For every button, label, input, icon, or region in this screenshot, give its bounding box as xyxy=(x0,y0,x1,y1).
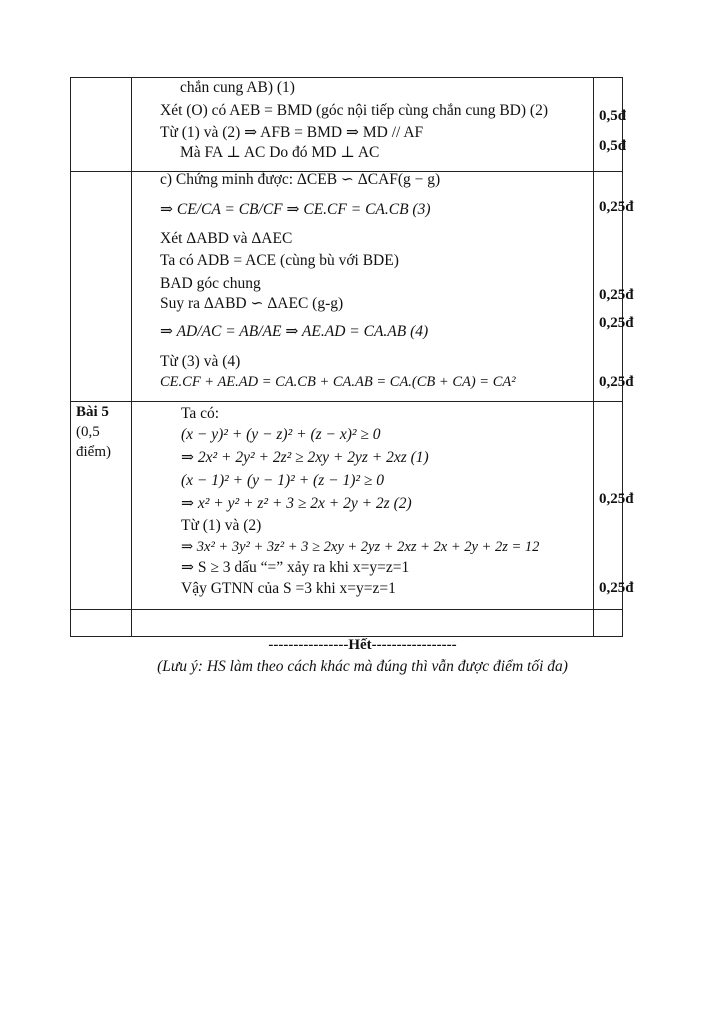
bai5-line: ⇒ S ≥ 3 dấu “=” xảy ra khi x=y=z=1 xyxy=(181,559,410,576)
cell-empty xyxy=(71,172,132,402)
score-label: 0,25đ xyxy=(599,491,634,507)
part-c-line: Ta có ADB = ACE (cùng bù với BDE) xyxy=(160,252,399,269)
part-b-line: Từ (1) và (2) ⇒ AFB = BMD ⇒ MD // AF xyxy=(160,124,424,141)
bai5-line: (x − 1)² + (y − 1)² + (z − 1)² ≥ 0 xyxy=(181,472,385,489)
part-c-line: Xét ΔABD và ΔAEC xyxy=(160,230,293,247)
part-c-line: Từ (3) và (4) xyxy=(160,353,241,370)
bai5-line: ⇒ 3x² + 3y² + 3z² + 3 ≥ 2xy + 2yz + 2xz + 2x + 2y + 2z = 12 xyxy=(181,539,540,555)
part-c-line: CE.CF + AE.AD = CA.CB + CA.AB = CA.(CB + CA) = CA² xyxy=(160,374,516,390)
cell-empty xyxy=(71,78,132,172)
part-c-line: ⇒ CE/CA = CB/CF ⇒ CE.CF = CA.CB (3) xyxy=(160,201,431,218)
part-c-line: BAD góc chung xyxy=(160,275,261,292)
part-c-line: c) Chứng minh được: ΔCEB ∽ ΔCAF(g − g) xyxy=(160,171,441,188)
bai5-line: Ta có: xyxy=(181,405,220,422)
cell-empty xyxy=(71,610,132,637)
score-label: 0,5đ xyxy=(599,108,627,124)
cell-empty xyxy=(594,610,623,637)
footer-note: (Lưu ý: HS làm theo cách khác mà đúng thì vẫn được điểm tối đa) xyxy=(157,658,568,675)
bai5-title: Bài 5 xyxy=(76,404,109,420)
score-label: 0,25đ xyxy=(599,199,634,215)
cell-empty xyxy=(132,610,594,637)
score-label: 0,25đ xyxy=(599,580,634,596)
part-b-line: chắn cung AB) (1) xyxy=(180,79,295,96)
part-c-line: Suy ra ΔABD ∽ ΔAEC (g-g) xyxy=(160,295,344,312)
score-label: 0,5đ xyxy=(599,138,627,154)
part-b-line: Xét (O) có AEB = BMD (góc nội tiếp cùng chắn cung BD) (2) xyxy=(160,102,548,119)
bai5-line: Vậy GTNN của S =3 khi x=y=z=1 xyxy=(181,580,396,597)
score-label: 0,25đ xyxy=(599,287,634,303)
part-b-line: Mà FA ⊥ AC Do đó MD ⊥ AC xyxy=(180,144,380,161)
score-label: 0,25đ xyxy=(599,374,634,390)
bai5-points-unit: điểm) xyxy=(76,444,111,460)
score-label: 0,25đ xyxy=(599,315,634,331)
bai5-points: (0,5 xyxy=(76,424,100,440)
bai5-line: ⇒ 2x² + 2y² + 2z² ≥ 2xy + 2yz + 2xz (1) xyxy=(181,449,429,466)
part-c-line: ⇒ AD/AC = AB/AE ⇒ AE.AD = CA.AB (4) xyxy=(160,323,429,340)
bai5-line: ⇒ x² + y² + z² + 3 ≥ 2x + 2y + 2z (2) xyxy=(181,495,412,512)
bai5-line: (x − y)² + (y − z)² + (z − x)² ≥ 0 xyxy=(181,426,381,443)
bai5-line: Từ (1) và (2) xyxy=(181,517,262,534)
end-marker: ----------------Hết----------------- xyxy=(268,637,457,653)
